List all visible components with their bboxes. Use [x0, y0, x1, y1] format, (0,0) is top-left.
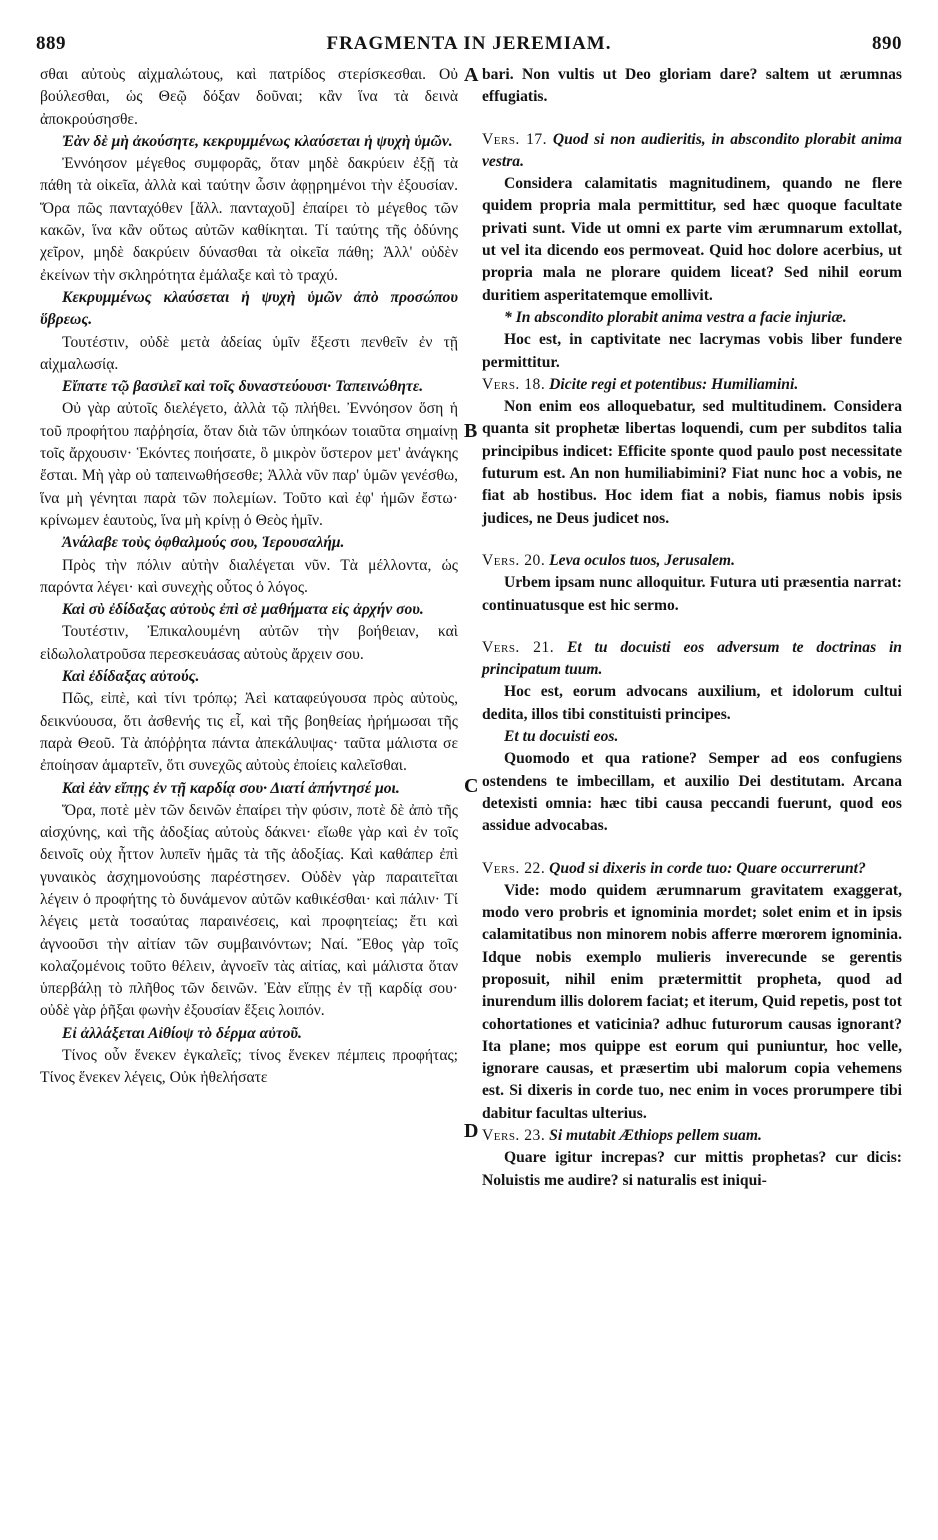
latin-verse-heading: [482, 129, 902, 174]
greek-paragraph: Ἐννόησον μέγεθος συμφορᾶς, ὅταν μηδὲ δακρύειν ἐξῇ τὰ πάθη τὰ οἰκεῖα, ἀλλὰ καὶ ταύτην ὦσιν ἀφῃρημένοι τὴν ἐξουσίαν. Ὅρα πῶς πανταχόθεν [ἄλλ. πανταχοῦ] ἐπαίρει τὸ μέγεθος τῶν κακῶν, ἵνα κἂν οὕτως αὐτῶν καθίκηται. Τί ταύτης τῆς ὀδύνης χεῖρον, μηδὲ δακρύειν δύνασθαι τὰ οἰκεῖα πάθη; Ἀλλ' οὐδὲν ἐκείνων τὴν σκληρότητα ἐμάλαξε καὶ τὸ τραχύ.: [40, 155, 458, 284]
greek-lemma: Ἀνάλαβε τοὺς ὀφθαλμούς σου, Ἱερουσαλήμ.: [62, 534, 345, 552]
greek-lemma: Εἰ ἀλλάξεται Αἰθίοψ τὸ δέρμα αὐτοῦ.: [62, 1024, 302, 1042]
latin-paragraph: Urbem ipsam nunc alloquitur. Futura uti præsentia narrat: continuatusque est hic sermo.: [482, 574, 902, 614]
greek-paragraph: Πρὸς τὴν πόλιν αὐτὴν διαλέγεται νῦν. Τὰ μέλλοντα, ὡς παρόντα λέγει· καὶ συνεχὴς οὗτος ὁ λόγος.: [40, 556, 458, 596]
latin-verse-heading: [482, 1125, 902, 1147]
latin-paragraph: Non enim eos alloquebatur, sed multitudinem. Considera quanta sit prophetæ libertas loquendi, cum per subditos talia principibus indicet: Efficite sponte quod paulo post necessitate futurum est. An non humiliabimini? Fiat nunc hoc a vobis, ne fiat ab hostibus. Hoc idem fiat a nobis, fiamus nobis ipsis judices, ne Deus judicet nos.: [482, 398, 902, 527]
section-marker-c: C: [464, 775, 479, 797]
greek-paragraph: Οὐ γὰρ αὐτοῖς διελέγετο, ἀλλὰ τῷ πλήθει. Ἐννόησον ὅση ἡ τοῦ προφήτου παῤῥησία, ὅταν διὰ τῶν ὑπηκόων τοιαῦτα σημαίνῃ τοῖς ἄρχουσιν· Ἑκόντες ποιήσατε, ὃ μικρὸν ὕστερον μετ' ἀνάγκης ἔσται. Μὴ γὰρ οὐ ταπεινωθήσεσθε; Ἀλλὰ νῦν παρ' ὑμῶν γενέσθω, ἵνα μὴ γένηται παρὰ τῶν πολεμίων. Τοῦτο καὶ ἐφ' ἡμῶν ἔστω· κρίνωμεν ἑαυτοὺς, ἵνα μὴ κρίνῃ ὁ Θεὸς ἡμῖν.: [40, 400, 458, 529]
greek-paragraph: Ὅρα, ποτὲ μὲν τῶν δεινῶν ἐπαίρει τὴν φύσιν, ποτὲ δὲ ἀπὸ τῆς αἰσχύνης, καὶ τῆς ἀδοξίας αὐτοὺς δάκνει· εἴωθε γὰρ καὶ ἐν τοῖς δεινοῖς οὐχ ἧττον λυπεῖν ἡμᾶς τὰ τῆς ἀδοξίας. Καὶ καθάπερ ἐπὶ γυναικὸς ἀσχημονούσης παρέστησεν. Οὐδὲν γὰρ παραιτεῖται λέγειν ὁ προφήτης τὸ δυνάμενον αὐτῶν καθικέσθαι· καὶ πάλιν· Τί λέγεις μετὰ τοσαύτας παραινέσεις, καὶ προφητείας; ἔτι καὶ ἀγνοοῦσι τὴν αἰτίαν τῶν συμβαινόντων; Ναί. Ἔθος γὰρ τοῖς κολαζομένοις τοῦτο θέλειν, ἀγνοεῖν τὰς αἰτίας, καὶ μάλιστα ὅταν ὑπερβάλῃ τὸ πλῆθος τῶν δεινῶν. Ἐὰν εἴπῃς ἐν τῇ καρδίᾳ σου· οὐδὲ γὰρ ῥῆξαι φωνὴν ἐξουσίαν ἕξεις λοιπόν.: [40, 801, 458, 1020]
greek-lemma: Ἐὰν δὲ μὴ ἀκούσητε, κεκρυμμένως κλαύσεται ἡ ψυχὴ ὑμῶν.: [62, 132, 453, 150]
latin-verse-heading: [482, 550, 902, 572]
latin-paragraph: bari. Non vultis ut Deo gloriam dare? saltem ut ærumnas effugiatis.: [482, 66, 902, 106]
latin-verse-heading: [482, 858, 902, 880]
greek-lemma: Καὶ ἐδίδαξας αὐτούς.: [62, 668, 200, 686]
verse-text: Quod si non audieritis, in abscondito plorabit anima vestra.: [482, 130, 902, 170]
greek-paragraph: Τίνος οὖν ἕνεκεν ἐγκαλεῖς; τίνος ἕνεκεν πέμπεις προφήτας; Τίνος ἕνεκεν λέγεις, Οὐκ ἠθελήσατε: [40, 1047, 458, 1087]
greek-lemma: Καὶ ἐὰν εἴπῃς ἐν τῇ καρδίᾳ σου· Διατί ἀπήντησέ μοι.: [62, 779, 400, 797]
left-page-number: 889: [36, 33, 66, 54]
verse-text: Dicite regi et potentibus: Humiliamini.: [549, 375, 799, 393]
verse-label: Vers. 23.: [482, 1127, 546, 1145]
latin-verse-heading: [482, 374, 902, 396]
greek-lemma: Κεκρυμμένως κλαύσεται ἡ ψυχὴ ὑμῶν ἀπὸ προσώπου ὕβρεως.: [40, 288, 458, 329]
verse-label: Vers. 20.: [482, 551, 546, 569]
latin-lemma: Et tu docuisti eos.: [504, 728, 619, 746]
verse-label: Vers. 18.: [482, 375, 546, 393]
verse-label: Vers. 21.: [482, 638, 555, 656]
latin-paragraph: Quomodo et qua ratione? Semper ad eos confugiens ostendens te imbecillam, et auxilio Dei destitutam. Arcana detexisti omnia: hæc tibi causa peccandi fuerunt, quod eos assidue advocabas.: [482, 750, 902, 835]
greek-lemma: Καὶ σὺ ἐδίδαξας αὐτοὺς ἐπὶ σὲ μαθήματα εἰς ἀρχήν σου.: [62, 601, 424, 619]
right-page-number: 890: [872, 33, 902, 54]
page-header: [36, 33, 902, 57]
section-marker-b: B: [464, 420, 478, 442]
greek-lemma: Εἴπατε τῷ βασιλεῖ καὶ τοῖς δυναστεύουσι· Ταπεινώθητε.: [62, 378, 424, 396]
verse-text: Leva oculos tuos, Jerusalem.: [549, 551, 735, 569]
latin-paragraph: Quare igitur increpas? cur mittis prophetas? cur dicis: Noluistis me audire? si naturalis est iniqui-: [482, 1149, 902, 1189]
latin-verse-heading: [482, 637, 902, 682]
running-title: FRAGMENTA IN JEREMIAM.: [326, 33, 612, 54]
verse-text: Si mutabit Æthiops pellem suam.: [549, 1127, 762, 1145]
verse-text: Quod si dixeris in corde tuo: Quare occurrerunt?: [549, 859, 866, 877]
greek-paragraph: σθαι αὐτοὺς αἰχμαλώτους, καὶ πατρίδος στερίσκεσθαι. Οὐ βούλεσθαι, ὡς Θεῷ δόξαν δοῦναι; κἂν ἵνα τὰ δεινὰ ἀποκρούσησθε.: [40, 66, 458, 128]
latin-paragraph: Vide: modo quidem ærumnarum gravitatem exaggerat, modo vero probris et ignominia mordet; solet enim et in ipsis calamitatibus non minorem nobis afferre mœrorem ignominia. Idque nobis exemplo mulieris inverecunde se gerentis proposuit, nihil enim prætermittit propheta, quod ad inurendum illis dolorem faciat; et iterum, Quid repetis, post tot cohortationes et vaticinia? adhuc futurorum causas ignorant? Ita plane; mos quippe est eorum qui puniuntur, hoc velle, ignorare causas, et præsertim ubi malorum copia vehemens est. Si dixeris in corde tuo, nec enim in voces prorumpere tibi dabitur facultas ulterius.: [482, 881, 902, 1122]
greek-paragraph: Τουτέστιν, οὐδὲ μετὰ ἀδείας ὑμῖν ἔξεστι πενθεῖν ἐν τῇ αἰχμαλωσίᾳ.: [40, 333, 458, 373]
section-marker-d: D: [464, 1120, 479, 1142]
greek-paragraph: Πῶς, εἰπὲ, καὶ τίνι τρόπῳ; Ἀεὶ καταφεύγουσα πρὸς αὐτοὺς, δεικνύουσα, ὅτι ἀσθενής τις εἶ, καὶ τῆς βοηθείας ἠρήμωσαι τῆς παρὰ Θεοῦ. Τὰ ἀπόῤῥητα πάντα ἀπεκάλυψας· ταῦτα μάλιστα σε ἐποίησαν ἁμαρτεῖν, ὅτι συνεχῶς αὐτοὺς ἐποίεις καλεῖσθαι.: [40, 690, 458, 775]
verse-label: Vers. 17.: [482, 130, 548, 148]
verse-label: Vers. 22.: [482, 859, 546, 877]
latin-paragraph: Hoc est, in captivitate nec lacrymas vobis liber fundere permittitur.: [482, 331, 902, 371]
verse-text: Et tu docuisti eos adversum te doctrinas in principatum tuum.: [482, 638, 902, 679]
latin-paragraph: Hoc est, eorum advocans auxilium, et idolorum cultui dedita, illos tibi constituisti principes.: [482, 683, 902, 723]
greek-paragraph: Τουτέστιν, Ἐπικαλουμένη αὐτῶν τὴν βοήθειαν, καὶ εἰδωλολατροῦσα περεσκευάσας αὐτοὺς ἄρχειν σου.: [40, 623, 458, 663]
latin-column: [482, 64, 902, 1192]
latin-paragraph: Considera calamitatis magnitudinem, quando ne flere quidem propria mala permittitur, sed hæc quoque facultate privati sunt. Vide ut omni ex parte vim ærumnarum extollat, ut vel ita dicendo eos permoveat. Quid hoc dolore acerbius, ut propria mala ne plorare quidem liceat? Sed nihil eorum duritiem asperitatemque emollivit.: [482, 175, 902, 304]
latin-lemma: * In abscondito plorabit anima vestra a facie injuriæ.: [504, 308, 847, 326]
greek-column: [40, 64, 458, 1090]
section-marker-a: A: [464, 64, 479, 86]
